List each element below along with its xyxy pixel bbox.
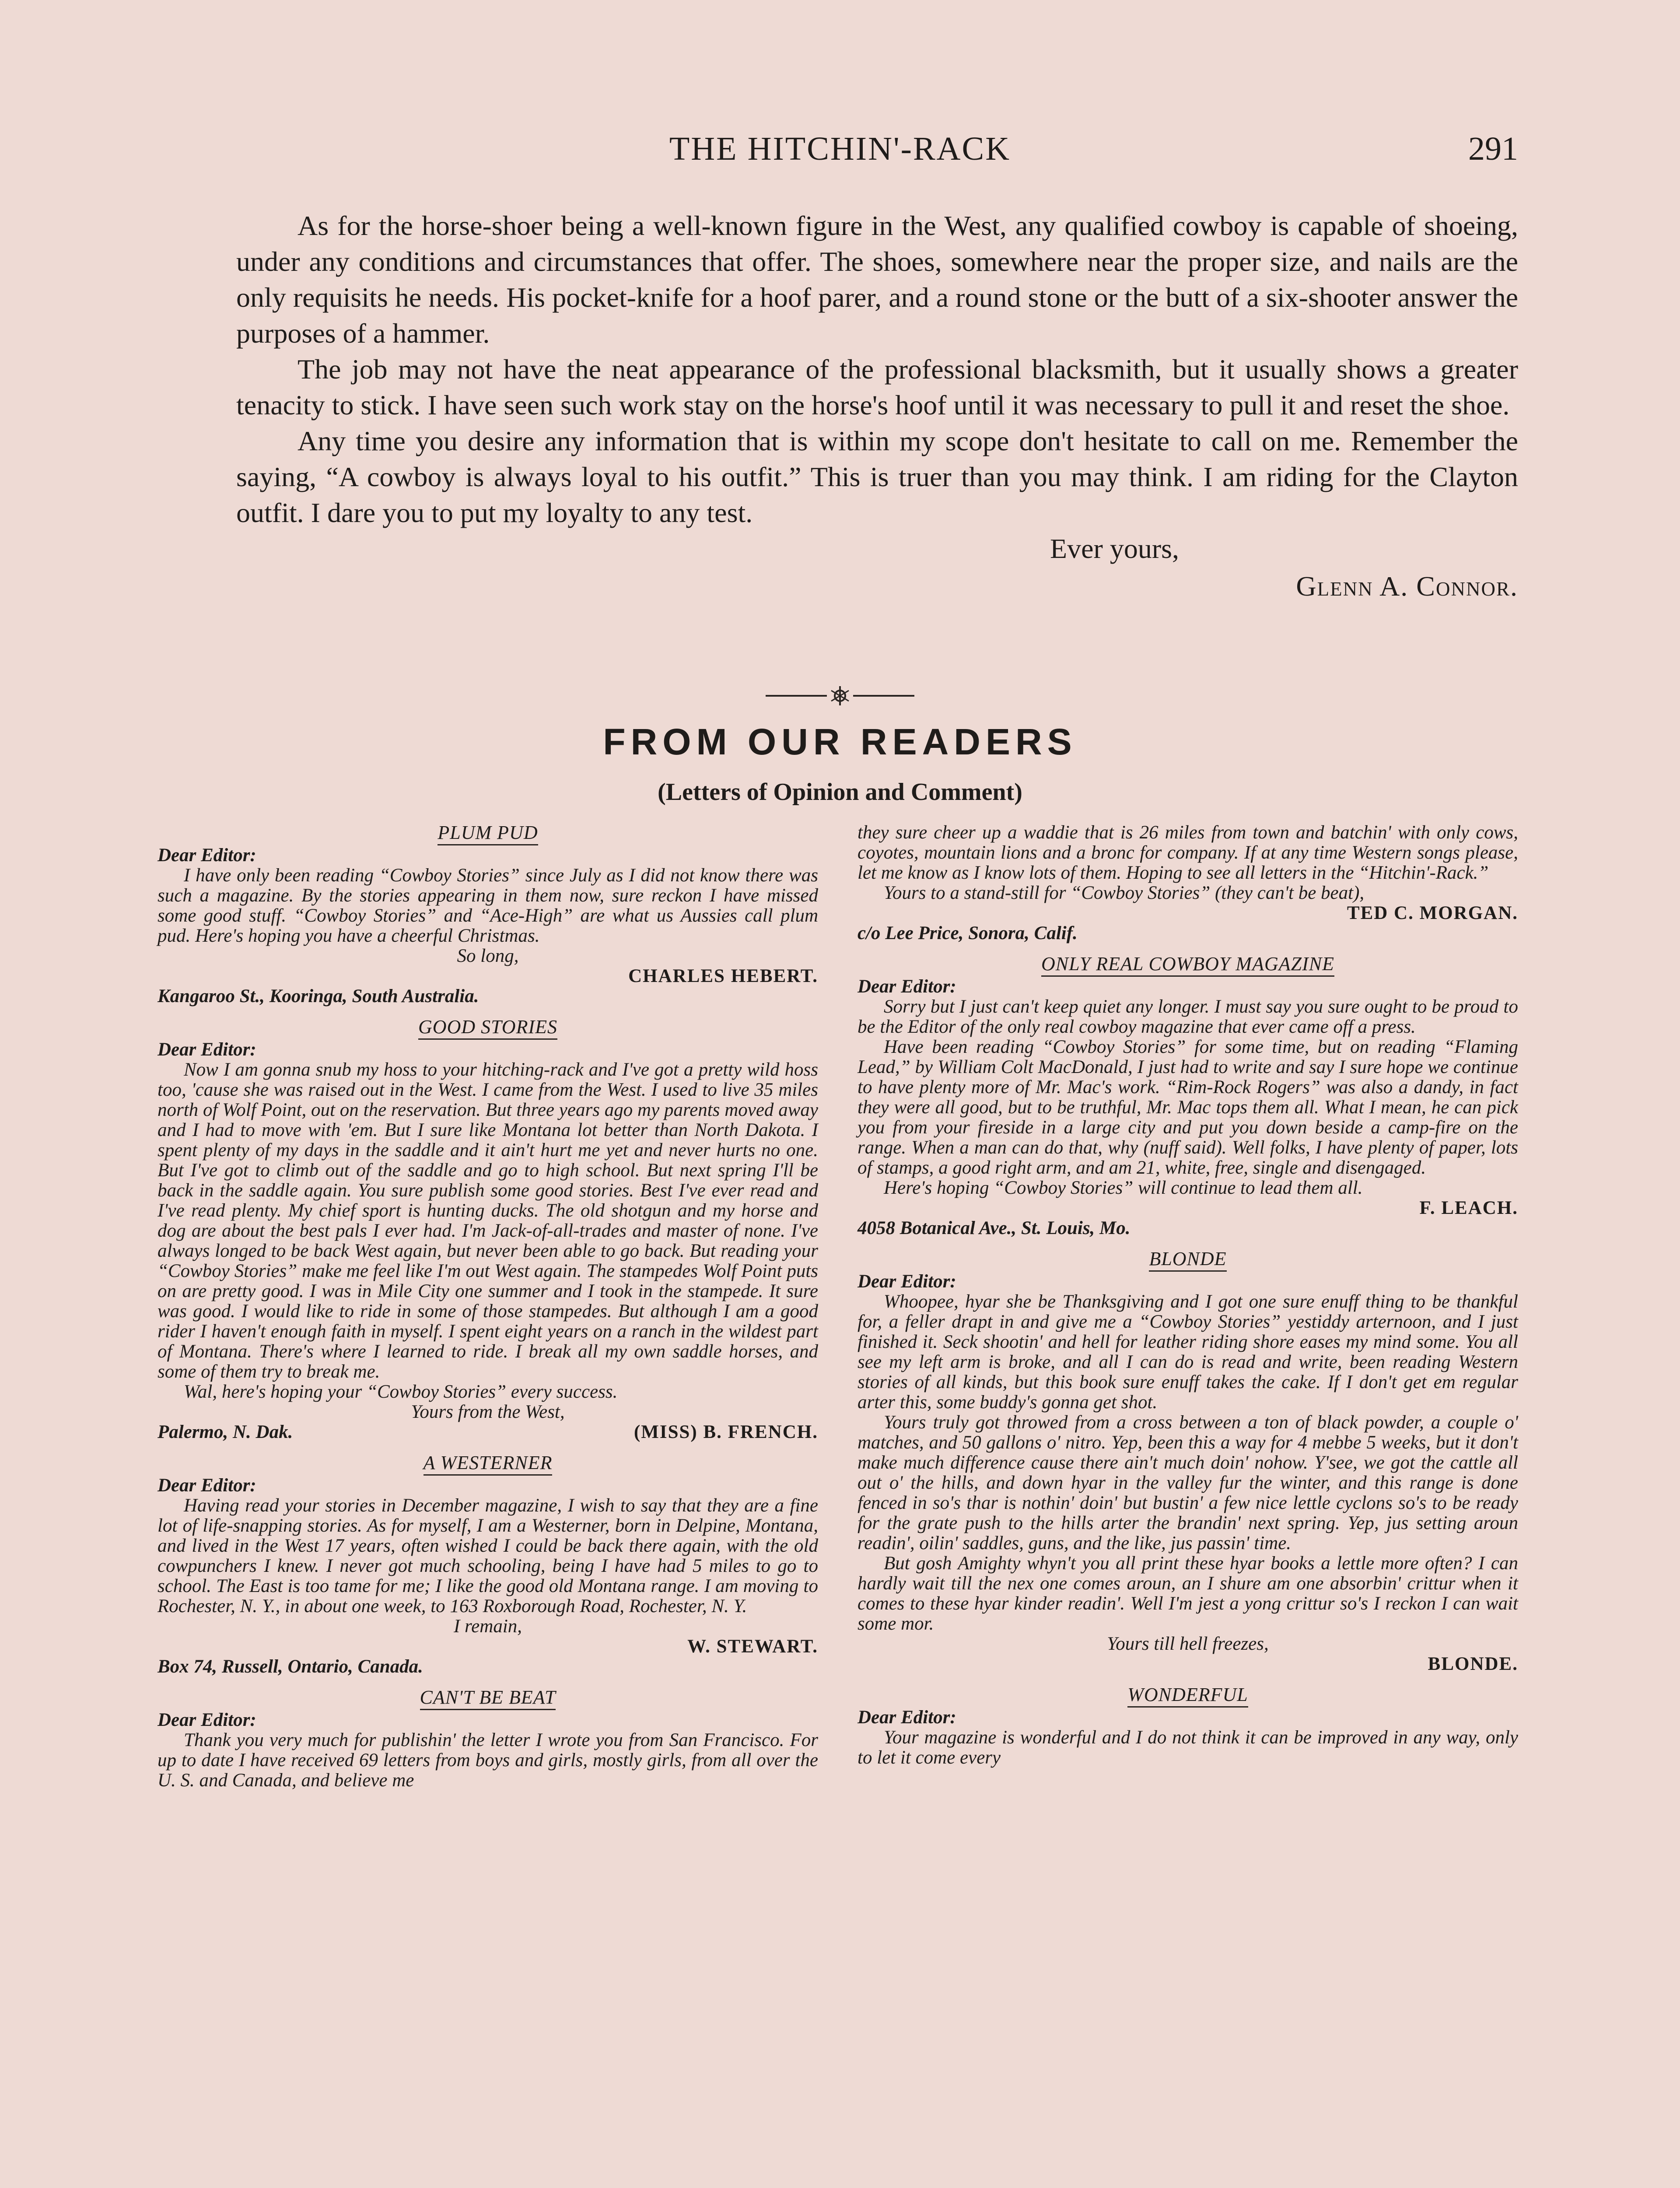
reader-letter xyxy=(858,1249,1518,1674)
letter-body: Thank you very much for publishin' the letter I wrote you from San Francisco. For up to date I have received 69 letters from boys and girls, mostly girls, from all over the U. S. and Canada, and believe me xyxy=(158,1730,818,1791)
letter-body: Yours to a stand-still for “Cowboy Stories” (they can't be beat), xyxy=(884,883,1365,903)
letter-signature: TED C. MORGAN. xyxy=(1347,903,1518,923)
letter-title: GOOD STORIES xyxy=(158,1017,818,1037)
reader-letter xyxy=(158,1687,818,1791)
reader-letter xyxy=(858,954,1518,1238)
ornament-divider-icon xyxy=(761,683,919,709)
continued-letter xyxy=(236,208,1518,604)
readers-column-right xyxy=(858,823,1518,1778)
letter-body: Now I am gonna snub my hoss to your hitching-rack and I've got a pretty wild hoss too, 'cause she was raised out in the West. I came from the West. I used to live 35 miles north of Wolf Point, out on the reservation. But three years ago my parents moved away and I had to move with 'em. But I sure like Montana lot better than North Dakota. I spent plenty of my days in the saddle and it ain't hurt me yet and never hurts no one. But I've got to climb out of the saddle and go to high school. But next spring I'll be back in the saddle again. You sure publish some good stories. Best I've ever read and I've read plenty. My chief sport is hunting ducks. The old shotgun and my horse and dog are about the best pals I ever had. I'm Jack-of-all-trades and master of none. I've always longed to be back West again, but never been able to go back. But reading your “Cowboy Stories” make me feel like I'm out West again. The stampedes Wolf Point puts on are pretty good. I was in Mile City one summer and I took in the stampede. It sure was good. I would like to ride in some of those stampedes. But although I am a good rider I haven't enough faith in myself. I spent eight years on a ranch in the wildest part of Montana. There's where I learned to ride. I break all my own saddle horses, and some of them try to break me. xyxy=(158,1059,818,1382)
letter-paragraph: Any time you desire any information that is within my scope don't hesitate to call on me. Remember the saying, “A cowboy is always loyal to his outfit.” This is truer than you may think. I am riding for the Clayton outfit. I dare you to put my loyalty to any test. xyxy=(236,425,1518,528)
letter-signature: Glenn A. Connor. xyxy=(1296,571,1518,602)
letter-title: BLONDE xyxy=(858,1249,1518,1269)
letter-body: Your magazine is wonderful and I do not think it can be improved in any way, only to let it come every xyxy=(858,1727,1518,1768)
letter-title: ONLY REAL COWBOY MAGAZINE xyxy=(858,954,1518,974)
page-header xyxy=(162,125,1518,173)
salutation: Dear Editor: xyxy=(158,845,256,866)
letter-address: c/o Lee Price, Sonora, Calif. xyxy=(858,923,1078,943)
letter-title: PLUM PUD xyxy=(158,823,818,843)
reader-letter xyxy=(858,1685,1518,1768)
letter-closing: I remain, xyxy=(453,1616,522,1637)
letter-closing: Yours from the West, xyxy=(411,1402,565,1422)
letter-signature: BLONDE. xyxy=(1428,1654,1518,1674)
letter-title: CAN'T BE BEAT xyxy=(158,1687,818,1708)
reader-letter xyxy=(158,1017,818,1442)
letter-body: I have only been reading “Cowboy Stories” since July as I did not know there was such a magazine. By the stories appearing in them now, sure reckon I have missed some good stuff. “Cowboy Stories” and “Ace-High” are what us Aussies call plum pud. Here's hoping you have a cheerful Christmas. xyxy=(158,865,818,946)
letter-closing: Ever yours, xyxy=(1050,533,1180,564)
letter-body: Here's hoping “Cowboy Stories” will continue to lead them all. xyxy=(884,1178,1363,1198)
readers-column-left xyxy=(158,823,818,1801)
page-number: 291 xyxy=(1468,130,1518,167)
letter-paragraph: The job may not have the neat appearance of the professional blacksmith, but it usually shows a greater tenacity to stick. I have seen such work stay on the horse's hoof until it was necessary to pull it and reset the shoe. xyxy=(236,354,1518,421)
letter-body: Whoopee, hyar she be Thanksgiving and I got one sure enuff thing to be thankful for, a feller drapt in and give me a “Cowboy Stories” yestiddy arternoon, and I just finished it. Seck shootin' and hell for leather riding shore eases my mind some. You all see my left arm is broke, and all I can do is read and write, been reading Western stories of all kinds, but this book sure enuff takes the cake. If I don't get em regular arter this, some buddy's gonna get shot. xyxy=(858,1291,1518,1413)
reader-letter-continued xyxy=(858,823,1518,943)
letter-address: Palermo, N. Dak. xyxy=(158,1422,293,1442)
letter-body: Yours truly got throwed from a cross between a ton of black powder, a couple o' matches, and 50 gallons o' nitro. Yep, been this a way for 4 mebbe 5 weeks, but it don't make much difference cause there ain't much doin' nohow. Y'see, we got the cattle all out o' the hills, and down hyar in the valley fur the winter, and this range is done fenced in so's thar is nothin' doin' but bustin' a few nice lettle cyclons so's to be ready for the grate push to the hills arter the brandin' next spring. Yep, jus setting aroun readin', oilin' saddles, guns, and the like, jus passin' time. xyxy=(858,1412,1518,1553)
letter-paragraph: As for the horse-shoer being a well-known figure in the West, any qualified cowboy is capable of shoeing, under any conditions and circumstances that offer. The shoes, somewhere near the proper size, and nails are the only requisits he needs. His pocket-knife for a hoof parer, and a round stone or the butt of a six-shooter answer the purposes of a hammer. xyxy=(236,210,1518,349)
letter-title: WONDERFUL xyxy=(858,1685,1518,1705)
reader-letter xyxy=(158,1453,818,1677)
letter-address: Box 74, Russell, Ontario, Canada. xyxy=(158,1656,423,1677)
letter-signature: W. STEWART. xyxy=(687,1636,818,1657)
running-title: THE HITCHIN'-RACK xyxy=(669,130,1011,167)
salutation: Dear Editor: xyxy=(158,1710,256,1730)
letter-signature: F. LEACH. xyxy=(1419,1198,1518,1218)
letter-signature: (MISS) B. FRENCH. xyxy=(634,1422,818,1442)
section-title: FROM OUR READERS xyxy=(603,721,1077,762)
reader-letter xyxy=(158,823,818,1006)
salutation: Dear Editor: xyxy=(158,1475,256,1496)
salutation: Dear Editor: xyxy=(858,976,956,997)
salutation: Dear Editor: xyxy=(158,1039,256,1060)
letter-address: Kangaroo St., Kooringa, South Australia. xyxy=(158,986,479,1006)
letter-closing: Yours till hell freezes, xyxy=(1107,1634,1269,1654)
letter-body: But gosh Amighty whyn't you all print these hyar books a lettle more often? I can hardly wait till the nex one comes aroun, an I shure am one absorbin' crittur when it comes to these hyar kinder readin'. Well I'm jest a yong crittur so's I reckon I can wait some mor. xyxy=(858,1553,1518,1634)
letter-body: Having read your stories in December magazine, I wish to say that they are a fine lot of life-snapping stories. As for myself, I am a Westerner, born in Delpine, Montana, and lived in the West 17 years, often wished I could be back there again, with the old cowpunchers I knew. I never got much schooling, being I have had 5 miles to go to school. The East is too tame for me; I like the good old Montana range. I am moving to Rochester, N. Y., in about one week, to 163 Roxborough Road, Rochester, N. Y. xyxy=(158,1495,818,1616)
letter-closing: So long, xyxy=(457,946,519,966)
letter-body: Sorry but I just can't keep quiet any longer. I must say you sure ought to be proud to be the Editor of the only real cowboy magazine that ever came off a press. xyxy=(858,996,1518,1037)
letter-title: A WESTERNER xyxy=(158,1453,818,1473)
letter-body: Have been reading “Cowboy Stories” for some time, but on reading “Flaming Lead,” by William Colt MacDonald, I just had to write and say I sure hope we continue to have plenty more of Mr. Mac's work. “Rim-Rock Rogers” was also a dandy, in fact they were all good, but to be truthful, Mr. Mac tops them all. What I mean, he can pick you from your fireside in a large city and put you down beside a camp-fire on the range. When a man can do that, why (nuff said). Well folks, I have plenty of paper, lots of stamps, a good right arm, and am 21, white, free, single and disengaged. xyxy=(858,1037,1518,1178)
section-subtitle: (Letters of Opinion and Comment) xyxy=(658,778,1022,806)
letter-body: they sure cheer up a waddie that is 26 miles from town and batchin' with only cows, coyotes, mountain lions and a bronc for company. If at any time Western songs please, let me know as I know lots of them. Hoping to see all letters in the “Hitchin'-Rack.” xyxy=(858,822,1518,883)
salutation: Dear Editor: xyxy=(858,1707,956,1728)
letter-body: Wal, here's hoping your “Cowboy Stories” every success. xyxy=(184,1382,618,1402)
letter-address: 4058 Botanical Ave., St. Louis, Mo. xyxy=(858,1218,1130,1238)
salutation: Dear Editor: xyxy=(858,1271,956,1292)
letter-signature: CHARLES HEBERT. xyxy=(628,966,818,986)
